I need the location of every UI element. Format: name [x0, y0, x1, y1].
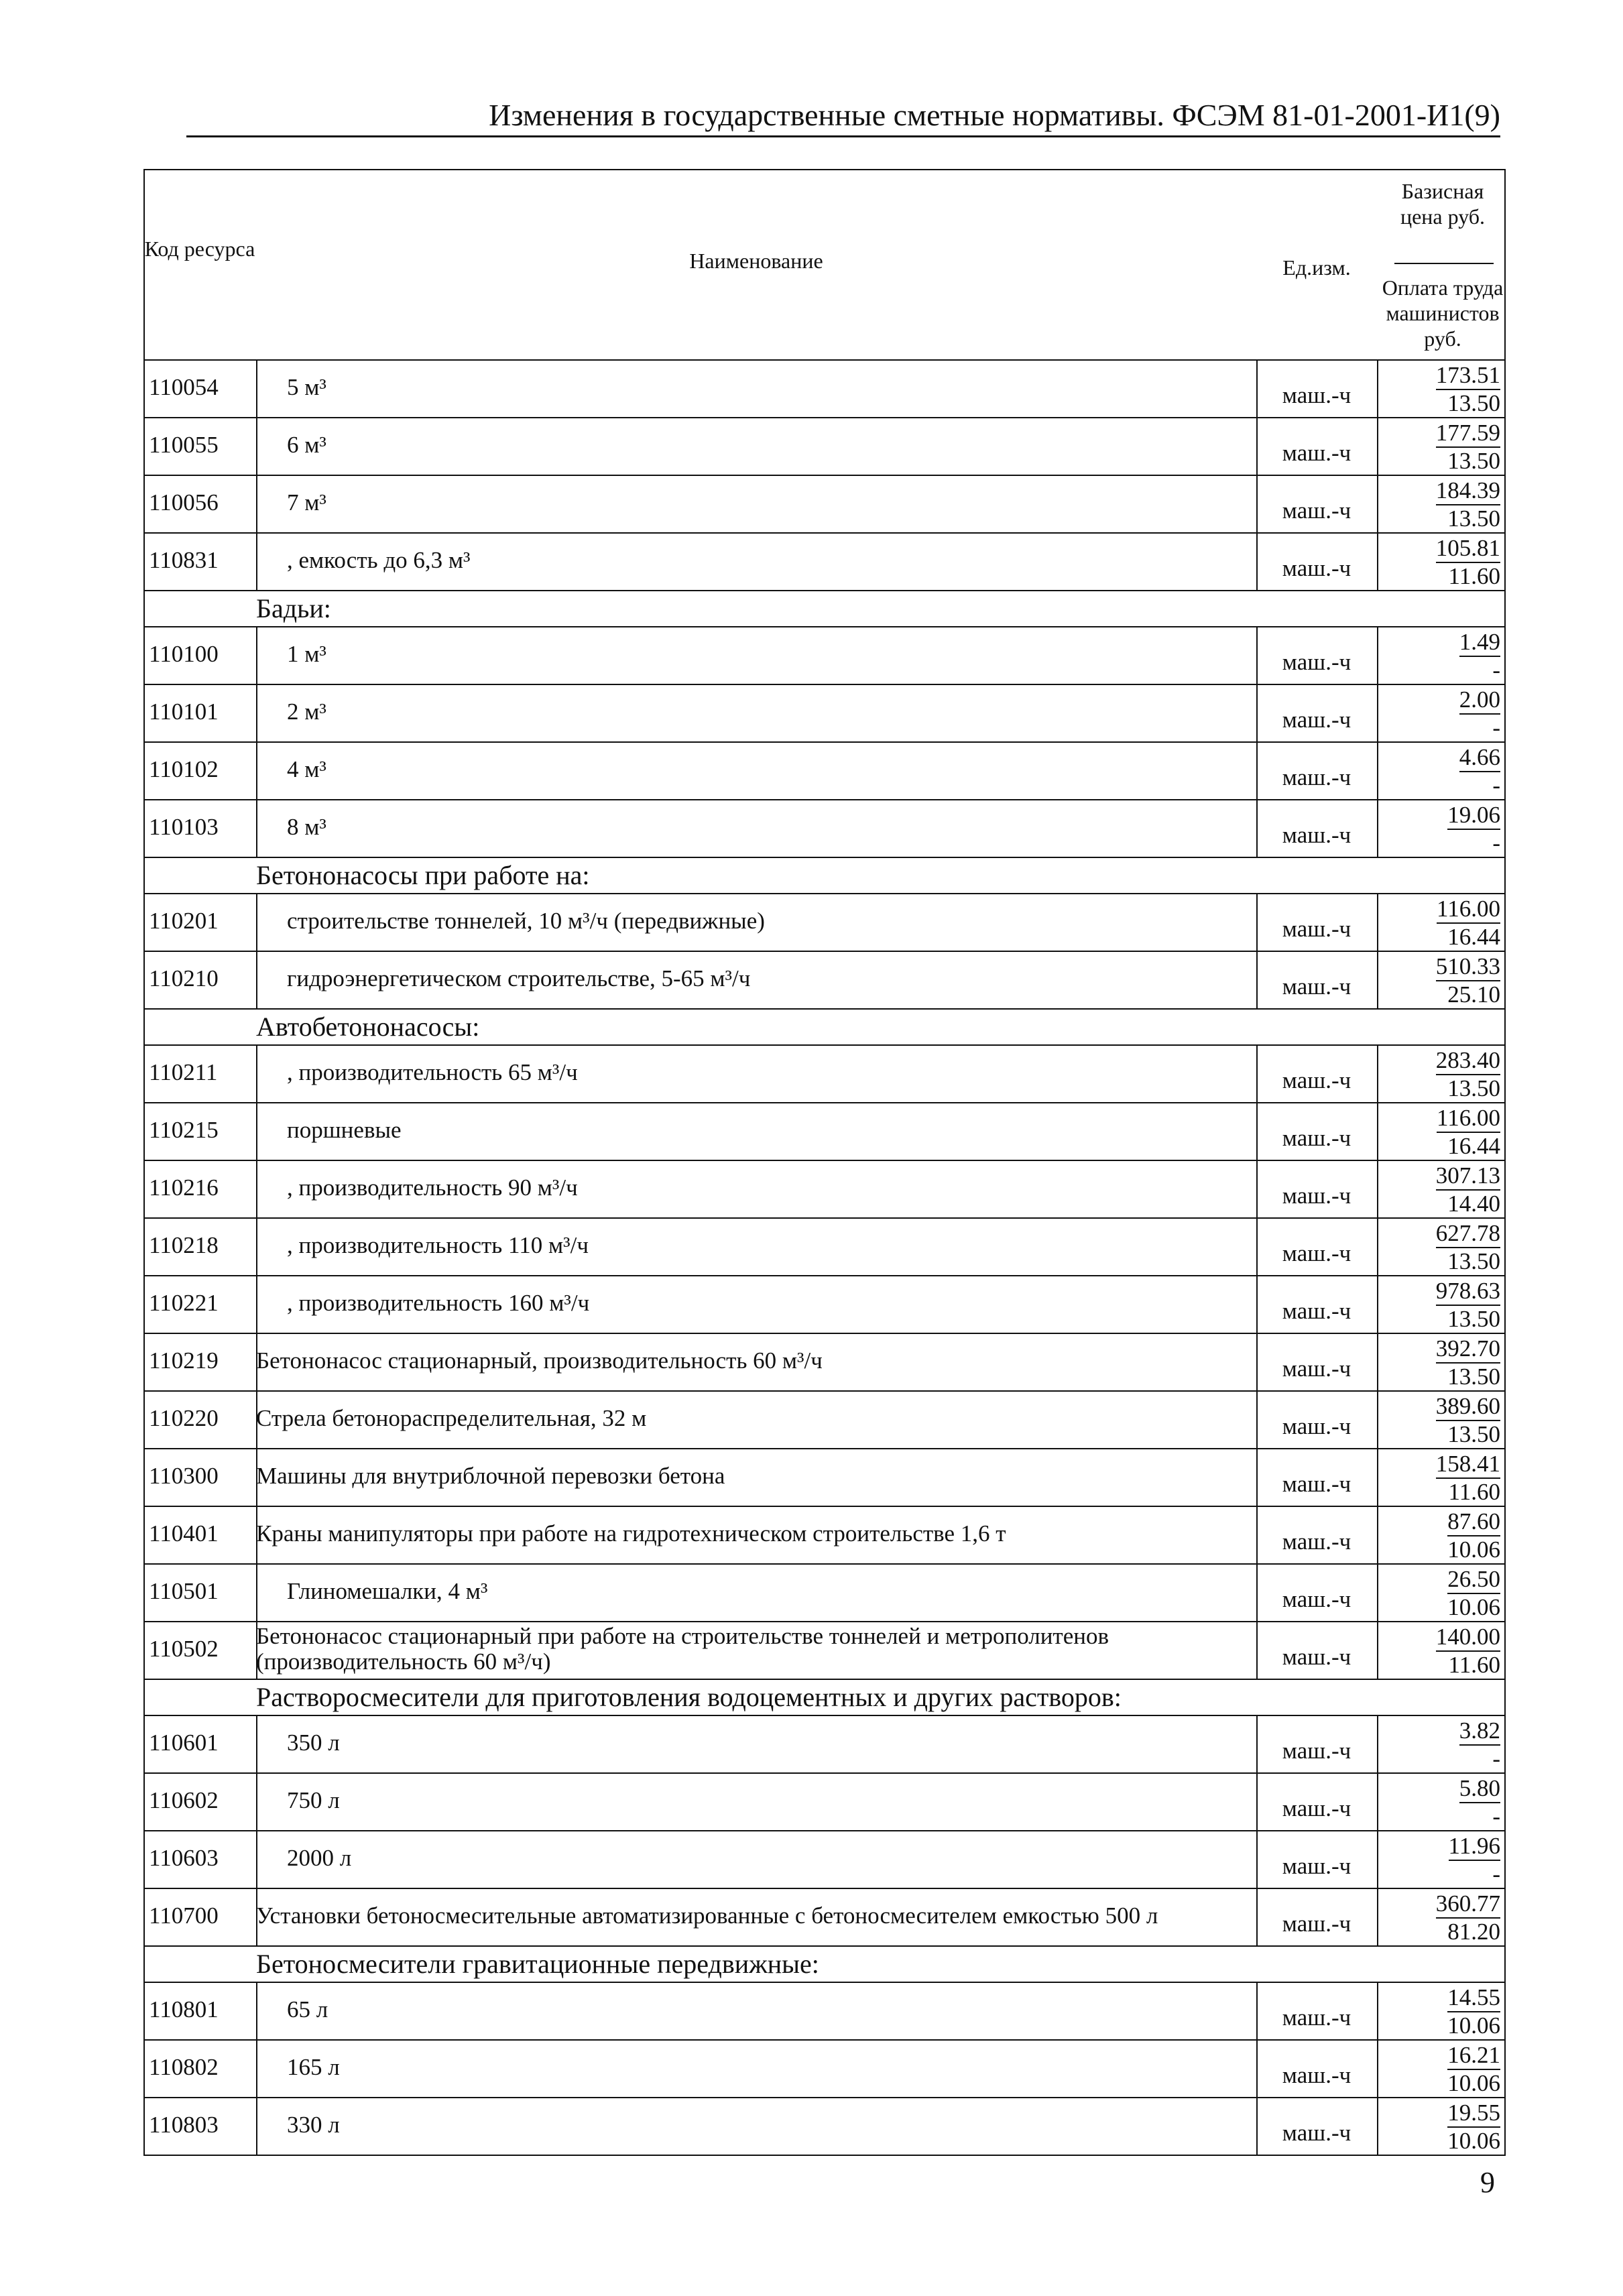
unit: маш.-ч	[1282, 1586, 1351, 1612]
row-bottom-border	[143, 1772, 1506, 1774]
price-cell	[1377, 1717, 1500, 1772]
row-bottom-border	[143, 1333, 1506, 1334]
cell-divider	[256, 1982, 257, 2039]
unit: маш.-ч	[1282, 1644, 1351, 1670]
labor-pay-value: 11.60	[1448, 563, 1500, 589]
labor-pay-value: 25.10	[1447, 981, 1500, 1008]
group-heading: Бетоносмесители гравитационные передвижные:	[256, 1949, 819, 1979]
group-heading: Бетононасосы при работе на:	[256, 860, 590, 890]
header-fraction-line	[1394, 263, 1494, 264]
resource-code: 110501	[149, 1578, 219, 1604]
row-bottom-border	[143, 1275, 1506, 1276]
row-bottom-border	[143, 1008, 1506, 1010]
resource-code: 110601	[149, 1730, 219, 1756]
row-bottom-border	[143, 2097, 1506, 2098]
resource-code: 110218	[149, 1232, 219, 1258]
price-cell	[1377, 1162, 1500, 1217]
price-cell	[1377, 1775, 1500, 1830]
column-header-name: Наименование	[689, 249, 823, 273]
row-bottom-border	[143, 684, 1506, 685]
base-price-value: 4.66	[1459, 744, 1500, 772]
base-price-value: 389.60	[1436, 1393, 1500, 1421]
labor-pay-value: 13.50	[1447, 1306, 1500, 1332]
resource-name: Глиномешалки, 4 м³	[287, 1578, 488, 1604]
cell-divider	[256, 1830, 257, 1888]
resource-code: 110211	[149, 1059, 218, 1085]
row-bottom-border	[143, 532, 1506, 534]
base-price-value: 184.39	[1436, 477, 1500, 505]
resource-name: 2 м³	[287, 699, 326, 725]
cell-divider	[256, 1044, 257, 1102]
labor-pay-value: 13.50	[1447, 505, 1500, 532]
cell-divider	[256, 684, 257, 741]
price-cell	[1377, 1566, 1500, 1621]
table-top-border	[143, 169, 1506, 170]
row-bottom-border	[143, 1102, 1506, 1103]
resource-code: 110831	[149, 547, 219, 573]
base-price	[1377, 1890, 1500, 1919]
price-cell	[1377, 896, 1500, 951]
cell-divider	[256, 1772, 257, 1830]
resource-name: , производительность 65 м³/ч	[287, 1059, 578, 1085]
group-heading: Бадьи:	[256, 593, 331, 623]
cell-divider	[256, 359, 257, 417]
labor-pay-value: 16.44	[1447, 924, 1500, 950]
price-cell	[1377, 629, 1500, 684]
price-cell	[1377, 953, 1500, 1008]
base-price-value: 283.40	[1436, 1047, 1500, 1075]
unit: маш.-ч	[1282, 1183, 1351, 1209]
row-bottom-border	[143, 590, 1506, 591]
row-bottom-border	[143, 1390, 1506, 1392]
unit: маш.-ч	[1282, 555, 1351, 581]
resource-name: 8 м³	[287, 814, 326, 840]
resource-code: 110100	[149, 641, 219, 667]
base-price	[1377, 686, 1500, 715]
resource-code: 110102	[149, 756, 219, 782]
unit: маш.-ч	[1282, 2004, 1351, 2031]
base-price	[1377, 1105, 1500, 1133]
unit: маш.-ч	[1282, 1067, 1351, 1093]
resource-name: 4 м³	[287, 756, 326, 782]
resource-code: 110803	[149, 2112, 219, 2138]
row-bottom-border	[143, 475, 1506, 476]
base-price-value: 177.59	[1436, 420, 1500, 448]
resource-name: 5 м³	[287, 374, 326, 400]
row-bottom-border	[143, 951, 1506, 952]
resource-name: 65 л	[287, 1996, 328, 2022]
unit: маш.-ч	[1282, 2120, 1351, 2146]
resource-code: 110221	[149, 1290, 219, 1316]
row-bottom-border	[143, 799, 1506, 800]
resource-code: 110502	[149, 1636, 219, 1662]
cell-divider	[256, 1102, 257, 1160]
resource-name-line: (производительность 60 м³/ч)	[256, 1648, 551, 1675]
cell-divider	[256, 893, 257, 951]
resource-name: 7 м³	[287, 489, 326, 516]
row-bottom-border	[143, 417, 1506, 418]
price-cell	[1377, 1335, 1500, 1390]
base-price	[1377, 535, 1500, 563]
base-price-value: 140.00	[1436, 1624, 1500, 1652]
resource-code: 110101	[149, 699, 219, 725]
base-price	[1377, 2100, 1500, 2128]
cell-divider	[256, 951, 257, 1008]
base-price	[1377, 1278, 1500, 1306]
base-price	[1377, 1508, 1500, 1536]
resource-name: Стрела бетонораспределительная, 32 м	[256, 1405, 647, 1431]
price-cell	[1377, 1624, 1500, 1679]
unit: маш.-ч	[1282, 707, 1351, 733]
table-border	[1504, 169, 1506, 2156]
unit: маш.-ч	[1282, 1125, 1351, 1151]
cell-divider	[256, 532, 257, 590]
cell-divider	[256, 1715, 257, 1772]
unit: маш.-ч	[1282, 649, 1351, 675]
resource-name: , емкость до 6,3 м³	[287, 547, 471, 573]
row-bottom-border	[143, 1679, 1506, 1680]
resource-table	[143, 169, 1506, 2156]
unit: маш.-ч	[1282, 916, 1351, 942]
price-cell	[1377, 477, 1500, 532]
resource-name: 2000 л	[287, 1845, 352, 1871]
resource-name: Краны манипуляторы при работе на гидротехническом строительстве 1,6 т	[256, 1520, 1006, 1547]
labor-pay-value: 10.06	[1447, 2128, 1500, 2154]
row-bottom-border	[143, 1448, 1506, 1449]
base-price	[1377, 1717, 1500, 1746]
resource-name	[256, 1624, 1109, 1675]
unit: маш.-ч	[1282, 1528, 1351, 1555]
labor-pay-value: 11.60	[1448, 1652, 1500, 1678]
base-price-value: 978.63	[1436, 1278, 1500, 1306]
unit: маш.-ч	[1282, 497, 1351, 524]
resource-code: 110700	[149, 1902, 219, 1929]
price-cell	[1377, 1393, 1500, 1448]
base-price-value: 158.41	[1436, 1451, 1500, 1479]
resource-name: поршневые	[287, 1117, 402, 1143]
base-price	[1377, 896, 1500, 924]
row-bottom-border	[143, 1830, 1506, 1831]
group-bottom-border	[143, 893, 1506, 894]
price-cell	[1377, 1451, 1500, 1506]
price-cell	[1377, 1047, 1500, 1102]
labor-pay-value: -	[1492, 1803, 1500, 1829]
resource-code: 110210	[149, 965, 219, 991]
unit: маш.-ч	[1282, 2062, 1351, 2088]
column-header-unit: Ед.изм.	[1282, 255, 1351, 280]
row-bottom-border	[143, 1217, 1506, 1219]
resource-code: 110103	[149, 814, 219, 840]
base-price-value: 11.96	[1449, 1833, 1500, 1861]
resource-code: 110216	[149, 1174, 219, 1201]
unit: маш.-ч	[1282, 1795, 1351, 1821]
row-bottom-border	[143, 1621, 1506, 1622]
base-price-value: 14.55	[1447, 1984, 1500, 2012]
resource-code: 110056	[149, 489, 219, 516]
group-heading: Растворосмесители для приготовления водоцементных и других растворов:	[256, 1682, 1122, 1712]
base-price	[1377, 1624, 1500, 1652]
resource-code: 110220	[149, 1405, 219, 1431]
base-price-value: 307.13	[1436, 1162, 1500, 1191]
column-header-code: Код ресурса	[144, 237, 255, 261]
base-price	[1377, 1451, 1500, 1479]
header-bottom-border	[143, 359, 1506, 361]
labor-pay-value: 14.40	[1447, 1191, 1500, 1217]
row-bottom-border	[143, 2155, 1506, 2156]
labor-pay-value: -	[1492, 1861, 1500, 1887]
resource-name: 330 л	[287, 2112, 340, 2138]
base-price	[1377, 629, 1500, 657]
unit: маш.-ч	[1282, 764, 1351, 790]
base-price	[1377, 1162, 1500, 1191]
price-cell	[1377, 2100, 1500, 2155]
base-price-value: 5.80	[1459, 1775, 1500, 1803]
resource-name: строительстве тоннелей, 10 м³/ч (передвижные)	[287, 908, 765, 934]
base-price-value: 19.06	[1447, 802, 1500, 830]
resource-name: 1 м³	[287, 641, 326, 667]
price-cell	[1377, 1105, 1500, 1160]
group-bottom-border	[143, 626, 1506, 627]
cell-divider	[256, 475, 257, 532]
base-price-value: 19.55	[1447, 2100, 1500, 2128]
page-number: 9	[1480, 2166, 1495, 2199]
unit: маш.-ч	[1282, 1738, 1351, 1764]
base-price-value: 116.00	[1437, 1105, 1500, 1133]
resource-code: 110603	[149, 1845, 219, 1871]
labor-pay-value: 10.06	[1447, 2070, 1500, 2096]
base-price	[1377, 1393, 1500, 1421]
unit: маш.-ч	[1282, 1298, 1351, 1324]
price-cell	[1377, 1833, 1500, 1888]
row-bottom-border	[143, 1506, 1506, 1507]
table-border	[143, 169, 145, 2156]
labor-pay-value: -	[1492, 657, 1500, 683]
base-price-value: 26.50	[1447, 1566, 1500, 1594]
document-header	[186, 95, 1500, 137]
labor-pay-value: 13.50	[1447, 1075, 1500, 1101]
group-bottom-border	[143, 1982, 1506, 1983]
resource-name-line: Бетононасос стационарный при работе на строительстве тоннелей и метрополитенов	[256, 1623, 1109, 1649]
resource-code: 110802	[149, 2054, 219, 2080]
row-bottom-border	[143, 857, 1506, 858]
base-price	[1377, 802, 1500, 830]
labor-pay-value: 13.50	[1447, 1421, 1500, 1447]
unit: маш.-ч	[1282, 1355, 1351, 1382]
price-cell	[1377, 1278, 1500, 1333]
base-price	[1377, 1335, 1500, 1364]
labor-pay-value: 11.60	[1448, 1479, 1500, 1505]
price-cell	[1377, 802, 1500, 857]
unit: маш.-ч	[1282, 1240, 1351, 1266]
resource-name: гидроэнергетическом строительстве, 5-65 м³/ч	[287, 965, 751, 991]
price-cell	[1377, 362, 1500, 417]
resource-name: , производительность 90 м³/ч	[287, 1174, 578, 1201]
price-cell	[1377, 2042, 1500, 2097]
resource-code: 110801	[149, 1996, 219, 2022]
cell-divider	[256, 626, 257, 684]
resource-name: Машины для внутриблочной перевозки бетона	[256, 1463, 725, 1489]
base-price-value: 1.49	[1459, 629, 1500, 657]
unit: маш.-ч	[1282, 1471, 1351, 1497]
unit: маш.-ч	[1282, 382, 1351, 408]
row-bottom-border	[143, 2039, 1506, 2041]
row-bottom-border	[143, 1160, 1506, 1161]
base-price	[1377, 420, 1500, 448]
base-price	[1377, 362, 1500, 390]
labor-pay-value: 10.06	[1447, 1594, 1500, 1620]
price-cell	[1377, 744, 1500, 799]
base-price-value: 510.33	[1436, 953, 1500, 981]
cell-divider	[256, 1563, 257, 1621]
resource-name: 750 л	[287, 1787, 340, 1813]
resource-code: 110602	[149, 1787, 219, 1813]
base-price-value: 16.21	[1447, 2042, 1500, 2070]
base-price-value: 105.81	[1436, 535, 1500, 563]
labor-pay-value: 10.06	[1447, 1536, 1500, 1563]
row-bottom-border	[143, 1945, 1506, 1947]
base-price	[1377, 1566, 1500, 1594]
resource-name: 165 л	[287, 2054, 340, 2080]
row-bottom-border	[143, 1888, 1506, 1889]
base-price-value: 2.00	[1459, 686, 1500, 715]
price-cell	[1377, 535, 1500, 590]
base-price-value: 627.78	[1436, 1220, 1500, 1248]
base-price-value: 3.82	[1459, 1717, 1500, 1746]
resource-name: Бетононасос стационарный, производительность 60 м³/ч	[256, 1347, 823, 1374]
resource-code: 110401	[149, 1520, 219, 1547]
group-bottom-border	[143, 1715, 1506, 1716]
labor-pay-value: 16.44	[1447, 1133, 1500, 1159]
base-price	[1377, 1984, 1500, 2012]
unit: маш.-ч	[1282, 1413, 1351, 1439]
price-cell	[1377, 1984, 1500, 2039]
resource-name: , производительность 110 м³/ч	[287, 1232, 589, 1258]
base-price	[1377, 953, 1500, 981]
base-price	[1377, 744, 1500, 772]
resource-code: 110054	[149, 374, 219, 400]
price-cell	[1377, 1220, 1500, 1275]
labor-pay-value: 13.50	[1447, 448, 1500, 474]
base-price	[1377, 2042, 1500, 2070]
header-title: Изменения в государственные сметные нормативы. ФСЭМ 81-01-2001-И1(9)	[489, 98, 1500, 132]
price-cell	[1377, 1508, 1500, 1563]
labor-pay-value: -	[1492, 1746, 1500, 1772]
labor-pay-value: 13.50	[1447, 1364, 1500, 1390]
base-price-value: 392.70	[1436, 1335, 1500, 1364]
base-price	[1377, 1220, 1500, 1248]
resource-name: 6 м³	[287, 432, 326, 458]
base-price-value: 116.00	[1437, 896, 1500, 924]
resource-code: 110215	[149, 1117, 219, 1143]
cell-divider	[256, 799, 257, 857]
resource-code: 110219	[149, 1347, 219, 1374]
resource-name: Установки бетоносмесительные автоматизированные с бетоносмесителем емкостью 500 л	[256, 1902, 1158, 1929]
labor-pay-value: 10.06	[1447, 2012, 1500, 2039]
resource-code: 110300	[149, 1463, 219, 1489]
resource-name: 350 л	[287, 1730, 340, 1756]
cell-divider	[256, 741, 257, 799]
labor-pay-value: 13.50	[1447, 390, 1500, 416]
price-cell	[1377, 1890, 1500, 1945]
cell-divider	[256, 2039, 257, 2097]
cell-divider	[256, 1275, 257, 1333]
base-price-value: 87.60	[1447, 1508, 1500, 1536]
base-price-value: 360.77	[1436, 1890, 1500, 1919]
price-cell	[1377, 686, 1500, 741]
resource-name: , производительность 160 м³/ч	[287, 1290, 590, 1316]
group-bottom-border	[143, 1044, 1506, 1046]
row-bottom-border	[143, 1563, 1506, 1565]
group-heading: Автобетононасосы:	[256, 1012, 480, 1042]
cell-divider	[256, 417, 257, 475]
row-bottom-border	[143, 741, 1506, 743]
unit: маш.-ч	[1282, 440, 1351, 466]
cell-divider	[256, 1217, 257, 1275]
base-price-value: 173.51	[1436, 362, 1500, 390]
unit: маш.-ч	[1282, 973, 1351, 1000]
price-cell	[1377, 420, 1500, 475]
labor-pay-value: 81.20	[1447, 1919, 1500, 1945]
labor-pay-value: 13.50	[1447, 1248, 1500, 1274]
unit: маш.-ч	[1282, 1853, 1351, 1879]
resource-code: 110055	[149, 432, 219, 458]
unit: маш.-ч	[1282, 822, 1351, 848]
cell-divider	[256, 1160, 257, 1217]
base-price	[1377, 477, 1500, 505]
base-price	[1377, 1047, 1500, 1075]
column-header-labor-pay: Оплата труда машинистов руб.	[1382, 276, 1504, 351]
base-price	[1377, 1775, 1500, 1803]
labor-pay-value: -	[1492, 772, 1500, 798]
unit: маш.-ч	[1282, 1911, 1351, 1937]
labor-pay-value: -	[1492, 715, 1500, 741]
cell-divider	[256, 2097, 257, 2155]
column-header-base-price: Базисная цена руб.	[1400, 179, 1486, 229]
base-price	[1377, 1833, 1500, 1861]
labor-pay-value: -	[1492, 830, 1500, 856]
resource-code: 110201	[149, 908, 219, 934]
